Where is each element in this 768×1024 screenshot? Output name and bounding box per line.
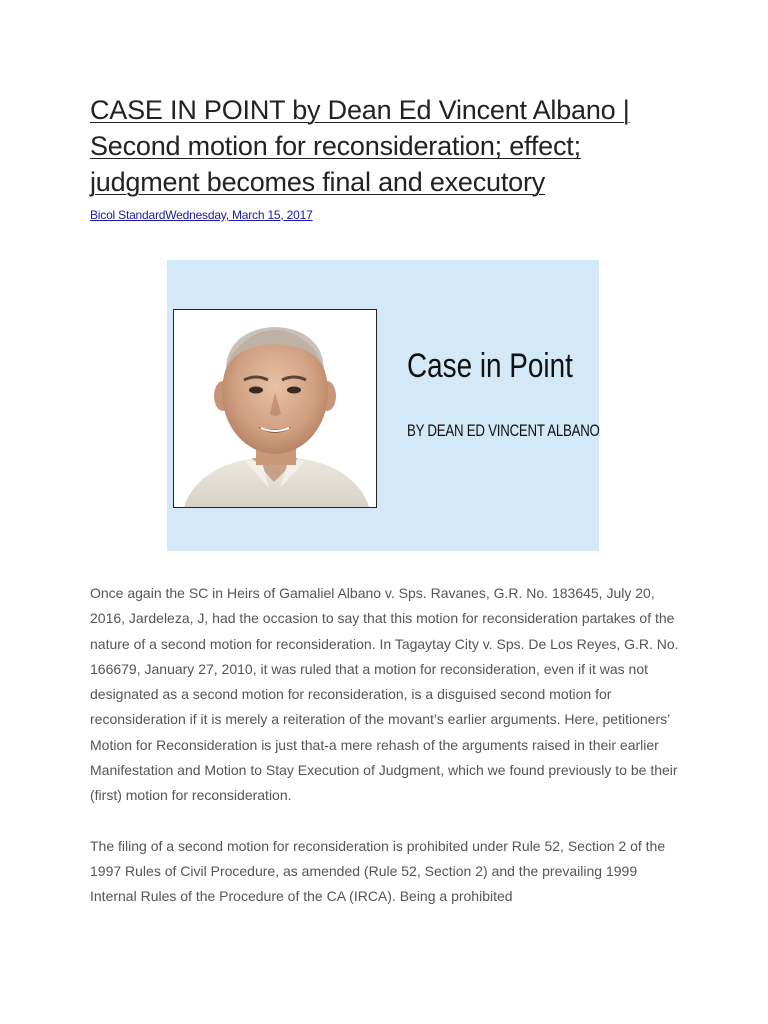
source-link[interactable]: Bicol Standard xyxy=(90,208,166,222)
portrait-photo-icon xyxy=(174,310,376,507)
date-link[interactable]: Wednesday, March 15, 2017 xyxy=(165,208,313,222)
article-body xyxy=(90,581,680,935)
article-header xyxy=(90,92,686,223)
banner-byline: BY DEAN ED VINCENT ALBANO xyxy=(407,421,600,440)
author-photo xyxy=(173,309,377,508)
article-byline xyxy=(90,207,686,223)
body-paragraph: The filing of a second motion for reconsideration is prohibited under Rule 52, Section 2 of the 1997 Rules of Civil Procedure, as amended (Rule 52, Section 2) and the prevailing 1999 Internal Rules of the Procedure of the CA (IRCA). Being a prohibited xyxy=(90,837,666,905)
banner-title: Case in Point xyxy=(407,347,573,385)
article-title[interactable]: CASE IN POINT by Dean Ed Vincent Albano | Second motion for reconsideration; effect; judgment becomes final and executory xyxy=(90,95,630,197)
case-in-point-banner xyxy=(167,260,599,551)
body-paragraph: Once again the SC in Heirs of Gamaliel Albano v. Sps. Ravanes, G.R. No. 183645, July 20, 2016, Jardeleza, J, had the occasion to say that this motion for reconsideration partakes of the nature of a second motion for reconsideration. In Tagaytay City v. Sps. De Los Reyes, G.R. No. 166679, January 27, 2010, it was ruled that a motion for reconsideration, even if it was not designated as a second motion for reconsideration, is a disguised second motion for reconsideration if it is merely a reiteration of the movant’s earlier arguments. Here, petitioners’ Motion for Reconsideration is just that-a mere rehash of the arguments raised in their earlier Manifestation and Motion to Stay Execution of Judgment, which we found previously to be their (first) motion for reconsideration. xyxy=(90,585,679,804)
